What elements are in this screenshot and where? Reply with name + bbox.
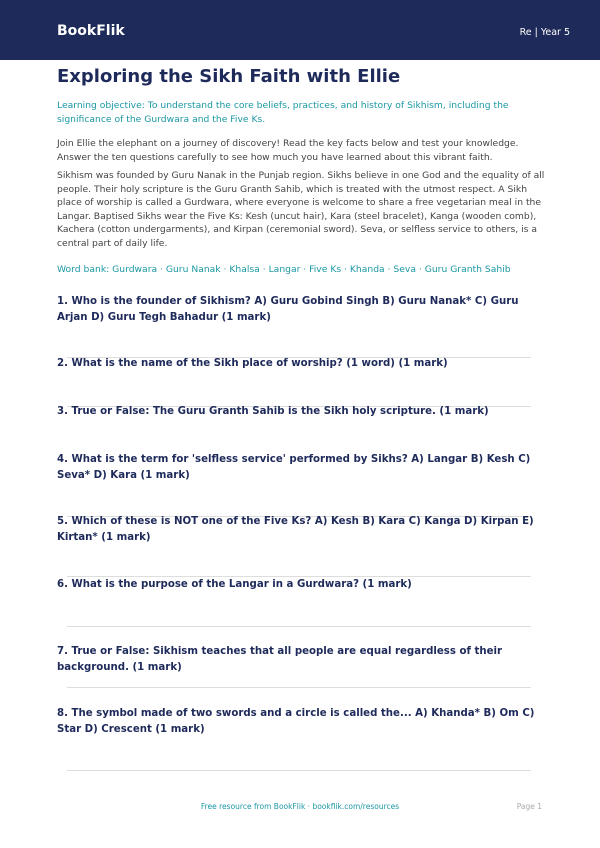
- intro-paragraph: Join Ellie the elephant on a journey of discovery! Read the key facts below and test your knowledge. Answer the ten questions carefully to see how much you have learned about this vibrant faith.: [57, 138, 519, 163]
- page-title: Exploring the Sikh Faith with Ellie: [57, 66, 401, 87]
- key-facts-paragraph: Sikhism was founded by Guru Nanak in the Punjab region. Sikhs believe in one God and the equality of all people. Their holy scripture is the Guru Granth Sahib, which is treated with the utmost respect. A Sikh place of worship is called a Gurdwara, where everyone is welcome to share a free vegetarian meal in the Langar. Baptised Sikhs wear the Five Ks: Kesh (uncut hair), Kara (steel bracelet), Kanga (wooden comb), Kachera (cotton undergarments), and Kirpan (ceremonial sword). Seva, or selfless service to others, is a central part of daily life.: [57, 170, 545, 249]
- subject-year-label: Re | Year 5: [519, 27, 570, 38]
- question-1: 1. Who is the founder of Sikhism? A) Guru Gobind Singh B) Guru Nanak* C) Guru Arjan D) Guru Tegh Bahadur (1 mark): [57, 296, 519, 323]
- question-4: 4. What is the term for 'selfless service' performed by Sikhs? A) Langar B) Kesh C) Seva* D) Kara (1 mark): [57, 454, 531, 481]
- question-3: 3. True or False: The Guru Granth Sahib is the Sikh holy scripture. (1 mark): [57, 406, 489, 417]
- header-bar: [0, 0, 600, 60]
- page-number: Page 1: [516, 802, 542, 811]
- question-2: 2. What is the name of the Sikh place of worship? (1 word) (1 mark): [57, 358, 448, 369]
- question-6: 6. What is the purpose of the Langar in a Gurdwara? (1 mark): [57, 579, 412, 590]
- footer-link[interactable]: Free resource from BookFlik · bookflik.com/resources: [200, 802, 400, 811]
- answer-line-8[interactable]: [67, 770, 531, 771]
- word-bank: Word bank: Gurdwara · Guru Nanak · Khalsa · Langar · Five Ks · Khanda · Seva · Guru Granth Sahib: [57, 264, 511, 275]
- answer-line-6[interactable]: [67, 626, 531, 627]
- question-7: 7. True or False: Sikhism teaches that all people are equal regardless of their background. (1 mark): [57, 646, 502, 673]
- brand-logo: BookFlik: [57, 23, 125, 39]
- learning-objective: Learning objective: To understand the core beliefs, practices, and history of Sikhism, including the significance of the Gurdwara and the Five Ks.: [57, 100, 509, 125]
- question-5: 5. Which of these is NOT one of the Five Ks? A) Kesh B) Kara C) Kanga D) Kirpan E) Kirtan* (1 mark): [57, 516, 534, 543]
- answer-line-7[interactable]: [67, 687, 531, 688]
- question-8: 8. The symbol made of two swords and a circle is called the... A) Khanda* B) Om C) Star D) Crescent (1 mark): [57, 708, 535, 735]
